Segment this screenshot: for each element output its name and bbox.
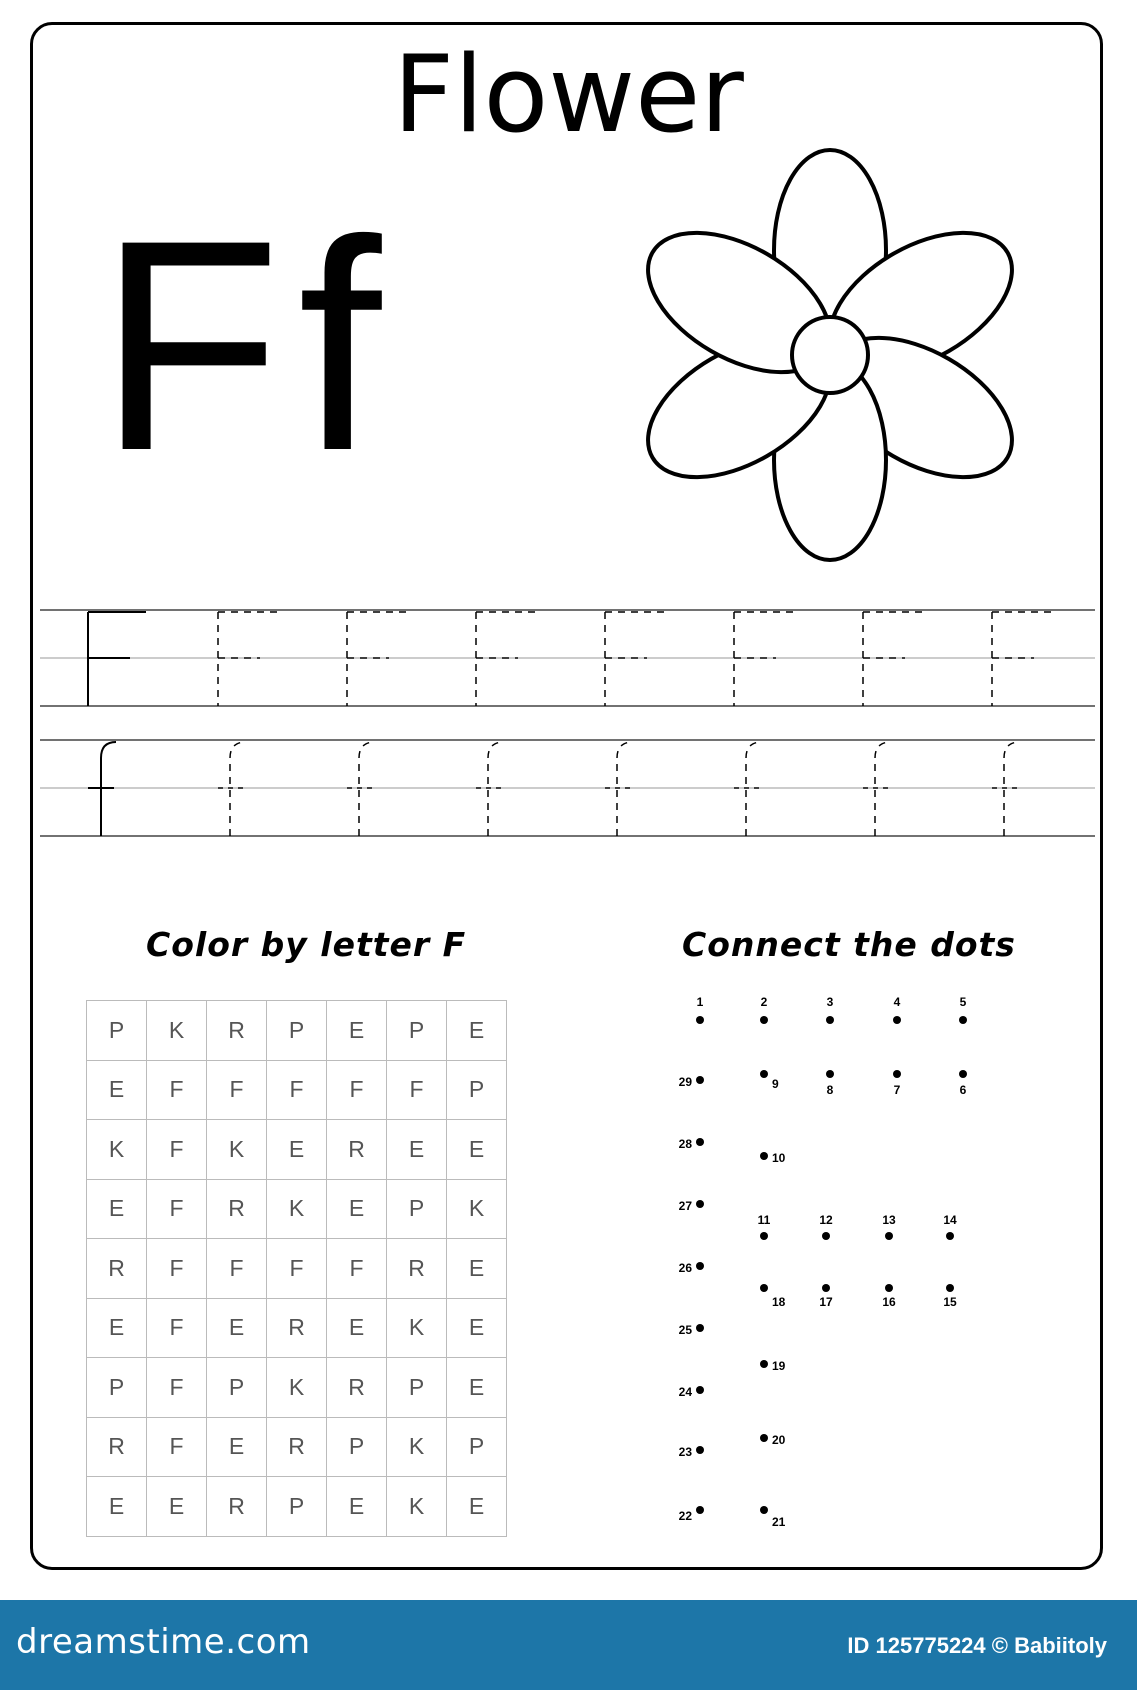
dot-label: 18 — [772, 1295, 786, 1309]
grid-cell[interactable]: P — [267, 1001, 327, 1061]
dot-label: 29 — [678, 1075, 692, 1089]
grid-cell[interactable]: E — [87, 1061, 147, 1121]
dot[interactable] — [882, 1213, 896, 1240]
grid-cell[interactable]: E — [447, 1001, 507, 1061]
dot[interactable] — [760, 1506, 786, 1529]
dot[interactable] — [943, 1213, 957, 1240]
grid-cell[interactable]: R — [387, 1239, 447, 1299]
dot-label: 16 — [882, 1295, 896, 1309]
dot[interactable] — [826, 1070, 834, 1097]
lowercase-letter: f — [298, 177, 382, 513]
grid-cell[interactable]: E — [327, 1477, 387, 1537]
grid-cell[interactable]: R — [87, 1418, 147, 1478]
dot-label: 10 — [772, 1151, 786, 1165]
dot[interactable] — [959, 1070, 967, 1097]
grid-cell[interactable]: F — [267, 1239, 327, 1299]
uppercase-letter: F — [98, 177, 282, 513]
dot-label: 19 — [772, 1359, 786, 1373]
worksheet-title: Flower — [393, 33, 744, 156]
grid-cell[interactable]: F — [147, 1120, 207, 1180]
grid-cell[interactable]: R — [327, 1120, 387, 1180]
grid-cell[interactable]: F — [327, 1061, 387, 1121]
grid-cell[interactable]: P — [327, 1418, 387, 1478]
grid-cell[interactable]: F — [387, 1061, 447, 1121]
grid-cell[interactable]: K — [387, 1477, 447, 1537]
grid-cell[interactable]: E — [267, 1120, 327, 1180]
grid-cell[interactable]: E — [447, 1120, 507, 1180]
grid-cell[interactable]: P — [267, 1477, 327, 1537]
grid-cell[interactable]: F — [147, 1180, 207, 1240]
dot-label: 5 — [959, 995, 967, 1009]
grid-cell[interactable]: K — [447, 1180, 507, 1240]
grid-cell[interactable]: F — [147, 1061, 207, 1121]
grid-cell[interactable]: K — [267, 1180, 327, 1240]
grid-cell[interactable]: E — [447, 1358, 507, 1418]
dot[interactable] — [893, 1070, 901, 1097]
footer-site[interactable]: dreamstime.com — [16, 1622, 311, 1662]
dot-label: 15 — [943, 1295, 957, 1309]
grid-cell[interactable]: F — [147, 1418, 207, 1478]
grid-cell[interactable]: P — [447, 1418, 507, 1478]
grid-cell[interactable]: R — [267, 1299, 327, 1359]
grid-cell[interactable]: P — [387, 1358, 447, 1418]
grid-cell[interactable]: F — [147, 1358, 207, 1418]
grid-cell[interactable]: K — [267, 1358, 327, 1418]
grid-cell[interactable]: F — [207, 1239, 267, 1299]
grid-cell[interactable]: K — [387, 1418, 447, 1478]
dot-label: 28 — [678, 1137, 692, 1151]
dot[interactable] — [679, 1199, 704, 1213]
grid-cell[interactable]: E — [87, 1180, 147, 1240]
dot-label: 27 — [678, 1199, 692, 1213]
dot-label: 24 — [678, 1385, 692, 1399]
footer-bar — [0, 1600, 1137, 1690]
dot-label: 20 — [772, 1433, 786, 1447]
dot-label: 1 — [696, 995, 704, 1009]
dot[interactable] — [760, 995, 768, 1024]
dot[interactable] — [760, 1070, 779, 1091]
grid-cell[interactable]: P — [207, 1358, 267, 1418]
grid-cell[interactable]: R — [87, 1239, 147, 1299]
dot-label: 7 — [893, 1083, 901, 1097]
dot[interactable] — [679, 1323, 704, 1337]
dot[interactable] — [943, 1284, 957, 1309]
dot-label: 22 — [678, 1509, 692, 1523]
connect-dots-heading: Connect the dots — [682, 925, 1016, 964]
grid-cell[interactable]: E — [207, 1299, 267, 1359]
grid-cell[interactable]: K — [387, 1299, 447, 1359]
dot-label: 26 — [678, 1261, 692, 1275]
grid-cell[interactable]: E — [447, 1299, 507, 1359]
dot[interactable] — [882, 1284, 896, 1309]
grid-cell[interactable]: R — [327, 1358, 387, 1418]
grid-cell[interactable]: F — [147, 1299, 207, 1359]
grid-cell[interactable]: F — [267, 1061, 327, 1121]
dot[interactable] — [679, 1445, 704, 1459]
grid-cell[interactable]: K — [87, 1120, 147, 1180]
grid-cell[interactable]: E — [207, 1418, 267, 1478]
grid-cell[interactable]: E — [387, 1120, 447, 1180]
grid-cell[interactable]: P — [387, 1180, 447, 1240]
dot[interactable] — [760, 1359, 786, 1373]
grid-cell[interactable]: E — [87, 1477, 147, 1537]
dot[interactable] — [696, 995, 704, 1024]
dot-label: 6 — [959, 1083, 967, 1097]
grid-cell[interactable]: E — [87, 1299, 147, 1359]
dot-label: 23 — [678, 1445, 692, 1459]
grid-cell[interactable]: E — [327, 1001, 387, 1061]
grid-cell[interactable]: K — [147, 1001, 207, 1061]
grid-cell[interactable]: E — [147, 1477, 207, 1537]
dot-label: 12 — [819, 1213, 833, 1227]
dot[interactable] — [959, 995, 967, 1024]
dot-label: 11 — [757, 1213, 771, 1227]
dot[interactable] — [679, 1075, 704, 1089]
dot-label: 8 — [826, 1083, 834, 1097]
dot-label: 17 — [819, 1295, 833, 1309]
grid-cell[interactable]: E — [327, 1180, 387, 1240]
grid-cell[interactable]: P — [87, 1001, 147, 1061]
dot-label: 4 — [893, 995, 901, 1009]
grid-cell[interactable]: F — [147, 1239, 207, 1299]
dot[interactable] — [758, 1213, 771, 1240]
dot[interactable] — [760, 1284, 786, 1309]
dot[interactable] — [819, 1284, 833, 1309]
dot[interactable] — [826, 995, 834, 1024]
grid-cell[interactable]: E — [327, 1299, 387, 1359]
dot-label: 21 — [772, 1515, 786, 1529]
grid-cell[interactable]: F — [327, 1239, 387, 1299]
dot[interactable] — [893, 995, 901, 1024]
grid-cell[interactable]: R — [267, 1418, 327, 1478]
dot-label: 13 — [882, 1213, 896, 1227]
grid-cell[interactable]: P — [447, 1061, 507, 1121]
dot[interactable] — [679, 1261, 704, 1275]
dot[interactable] — [679, 1137, 704, 1151]
dot[interactable] — [679, 1506, 704, 1523]
dot-label: 25 — [678, 1323, 692, 1337]
grid-cell[interactable]: R — [207, 1180, 267, 1240]
grid-cell[interactable]: P — [387, 1001, 447, 1061]
grid-cell[interactable]: R — [207, 1477, 267, 1537]
footer-credit: ID 125775224 © Babiitoly — [847, 1633, 1107, 1658]
grid-cell[interactable]: E — [447, 1239, 507, 1299]
grid-cell[interactable]: F — [207, 1061, 267, 1121]
grid-cell[interactable]: E — [447, 1477, 507, 1537]
dot-label: 14 — [943, 1213, 957, 1227]
dot[interactable] — [819, 1213, 833, 1240]
grid-cell[interactable]: K — [207, 1120, 267, 1180]
dot[interactable] — [760, 1151, 786, 1165]
dot-label: 2 — [760, 995, 768, 1009]
dot-label: 9 — [772, 1077, 779, 1091]
dot[interactable] — [679, 1385, 704, 1399]
grid-cell[interactable]: P — [87, 1358, 147, 1418]
grid-cell[interactable]: R — [207, 1001, 267, 1061]
color-by-letter-heading: Color by letter F — [146, 925, 467, 964]
dot[interactable] — [760, 1433, 786, 1447]
dot-label: 3 — [826, 995, 834, 1009]
